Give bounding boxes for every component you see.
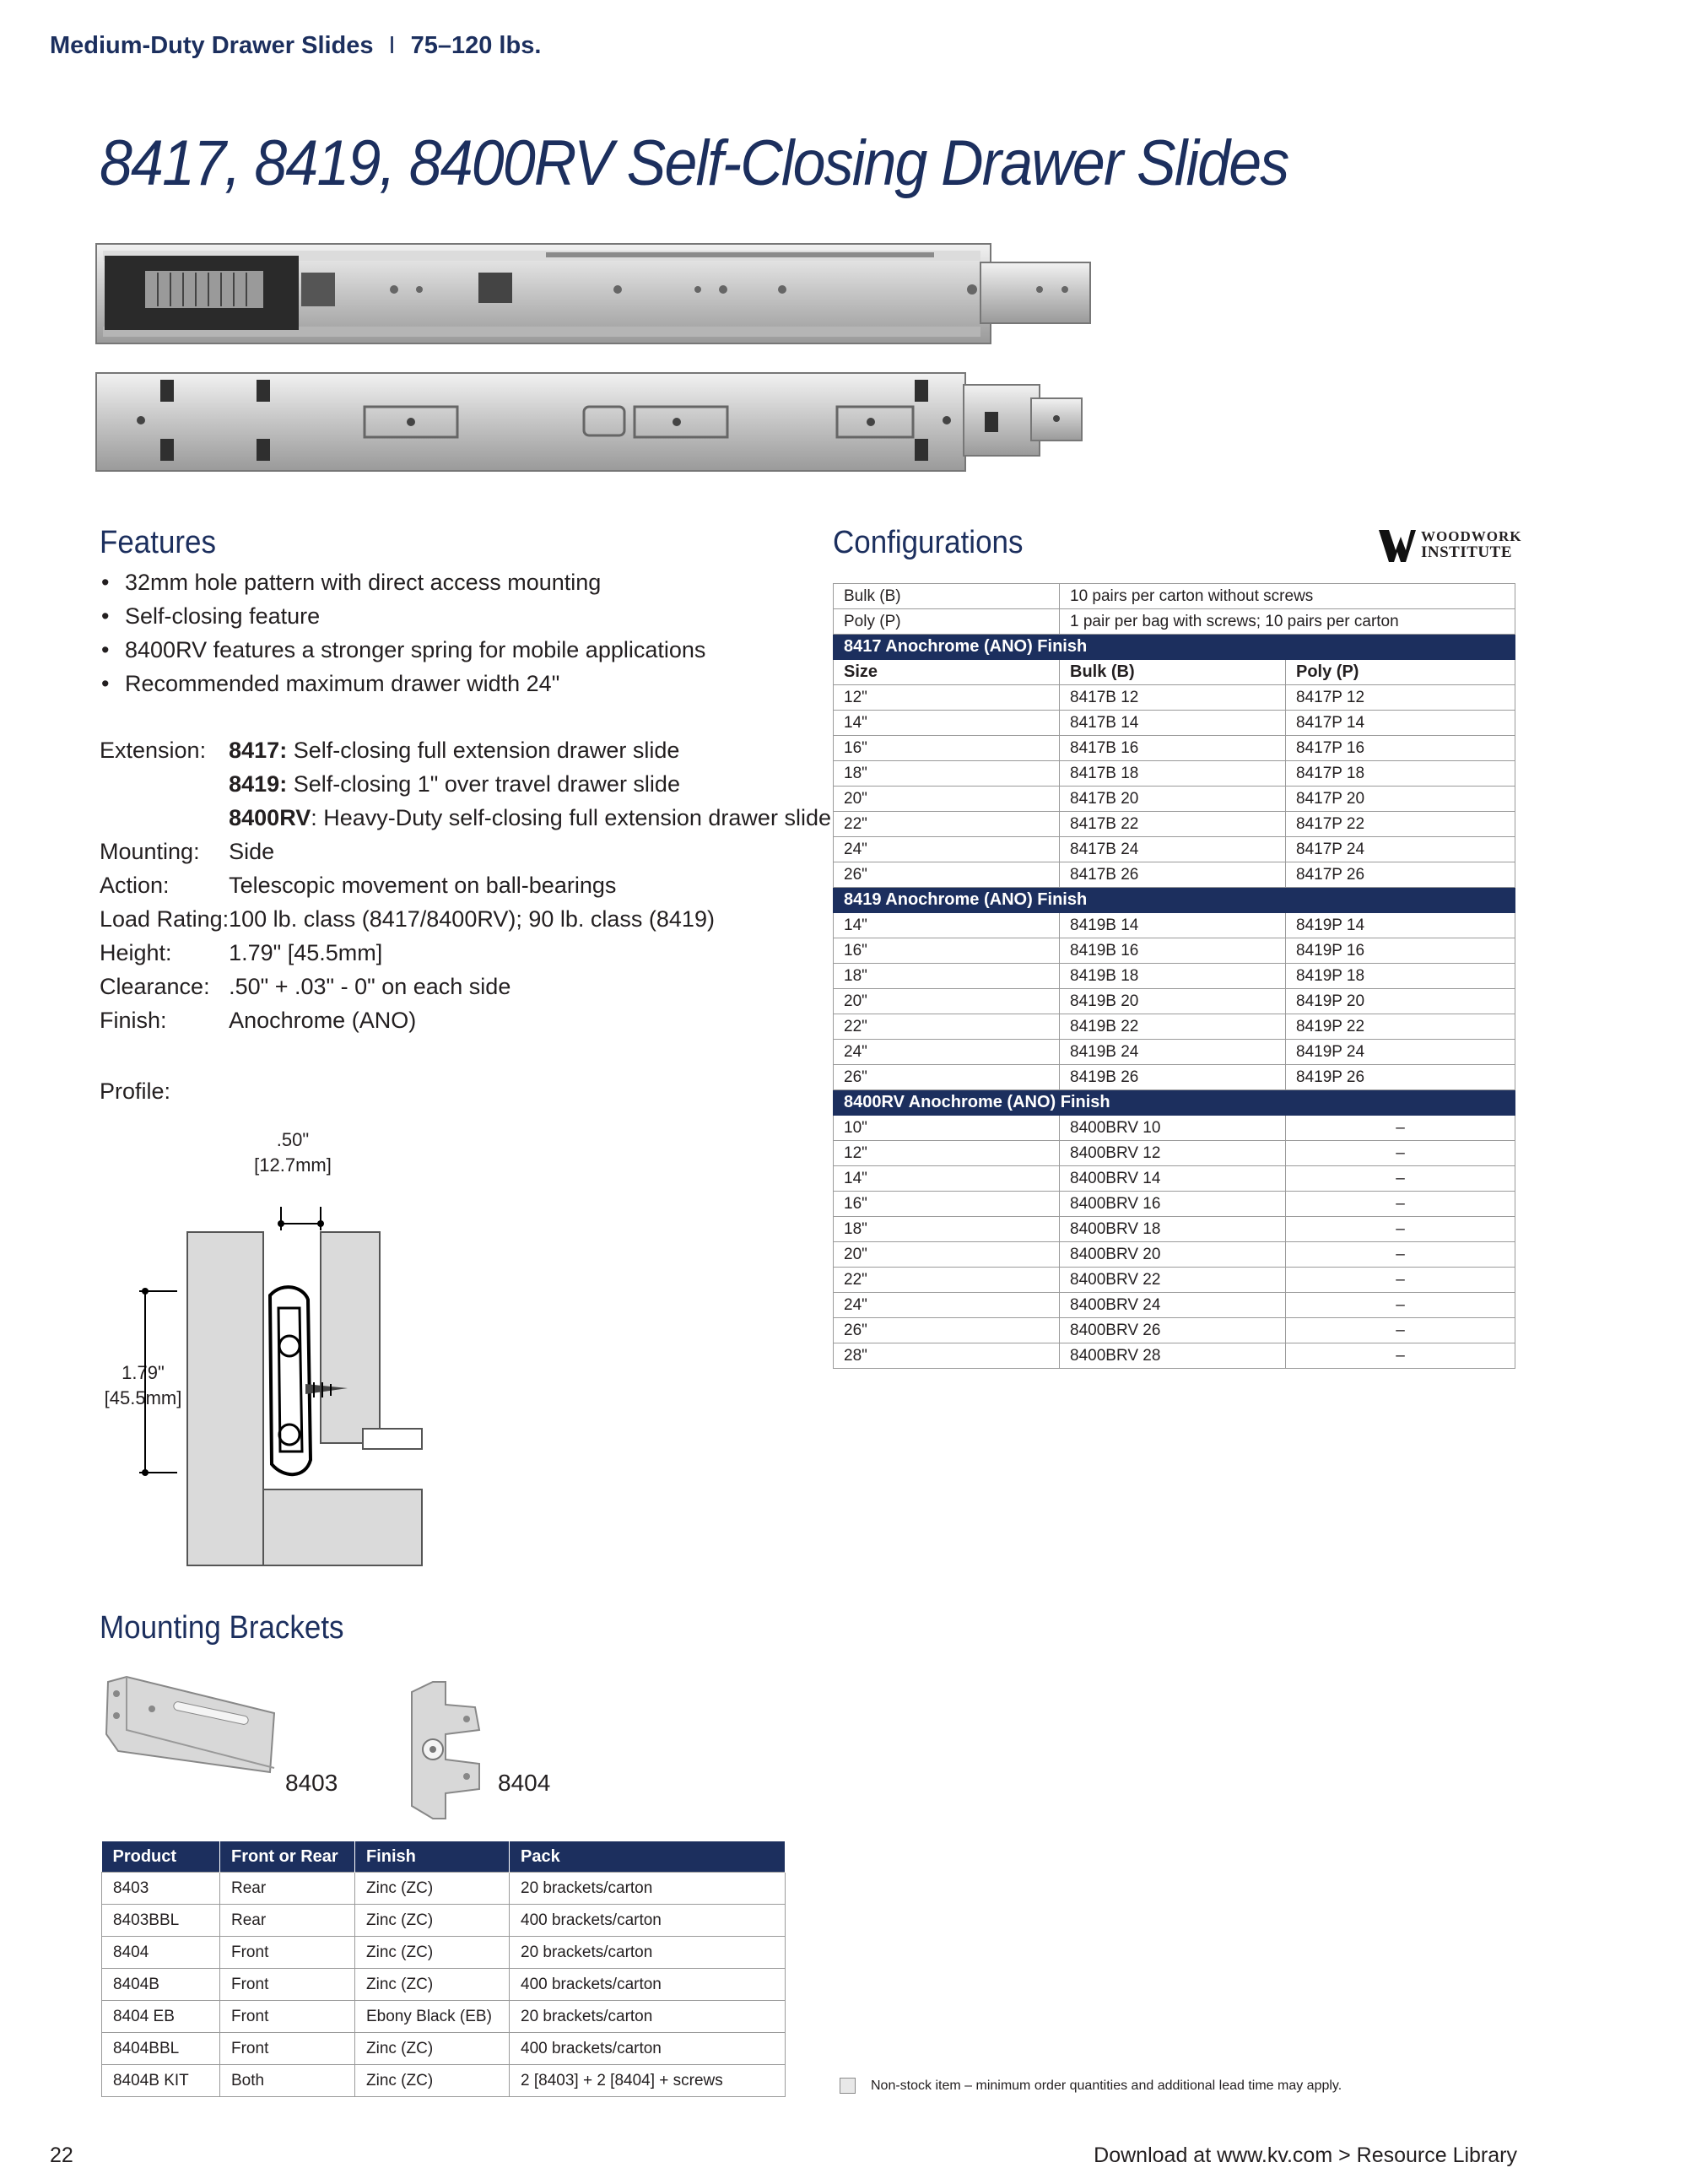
table-cell: Zinc (ZC) [355, 1937, 510, 1969]
packaging-code: Bulk (B) [834, 584, 1060, 609]
brackets-header-row [102, 1841, 786, 1873]
table-row [834, 812, 1515, 837]
table-cell: Rear [220, 1873, 355, 1905]
table-cell: 8417P 16 [1286, 736, 1515, 761]
spec-row-extension-3 [100, 805, 831, 839]
table-row [834, 1014, 1515, 1040]
profile-label: Profile: [100, 1078, 171, 1104]
table-cell: 24" [834, 1293, 1060, 1318]
section-title: 8400RV Anochrome (ANO) Finish [834, 1090, 1515, 1116]
features-heading: Features [100, 525, 216, 560]
table-cell: – [1286, 1141, 1515, 1166]
table-row [834, 787, 1515, 812]
column-header: Poly (P) [1286, 660, 1515, 685]
table-cell: 8417B 18 [1060, 761, 1286, 787]
table-cell: 400 brackets/carton [510, 1905, 786, 1937]
table-cell: 22" [834, 1268, 1060, 1293]
table-cell: 8417P 26 [1286, 862, 1515, 888]
table-cell: 8400BRV 12 [1060, 1141, 1286, 1166]
features-list [100, 565, 825, 700]
table-cell: 8417P 12 [1286, 685, 1515, 711]
packaging-code: Poly (P) [834, 609, 1060, 635]
packaging-desc: 1 pair per bag with screws; 10 pairs per carton [1060, 609, 1515, 635]
table-cell: Zinc (ZC) [355, 1873, 510, 1905]
table-row [834, 938, 1515, 964]
table-cell: 14" [834, 711, 1060, 736]
drawer-slide-extended-image [95, 370, 1092, 479]
section-title: 8419 Anochrome (ANO) Finish [834, 888, 1515, 913]
table-cell: 8417P 18 [1286, 761, 1515, 787]
table-cell: 8404 [102, 1937, 220, 1969]
table-cell: 8417B 22 [1060, 812, 1286, 837]
non-stock-legend-swatch [840, 2078, 856, 2094]
header-weight-range: 75–120 lbs. [410, 32, 542, 59]
header-separator: I [388, 32, 396, 59]
table-cell: – [1286, 1268, 1515, 1293]
table-cell: 16" [834, 736, 1060, 761]
spec-value: 8419: Self-closing 1" over travel drawer slide [229, 771, 680, 797]
packaging-row [834, 584, 1515, 609]
column-header: Pack [510, 1841, 786, 1873]
logo-line-1: WOODWORK [1421, 528, 1522, 544]
profile-diagram [127, 1181, 430, 1570]
table-row [834, 685, 1515, 711]
table-cell: 8404 EB [102, 2001, 220, 2033]
table-cell: – [1286, 1343, 1515, 1369]
table-cell: 8419P 16 [1286, 938, 1515, 964]
table-cell: 8400BRV 18 [1060, 1217, 1286, 1242]
spec-row: Load Rating: 100 lb. class (8417/8400RV); 90 lb. class (8419) [100, 906, 715, 932]
table-cell: Zinc (ZC) [355, 2033, 510, 2065]
column-header: Bulk (B) [1060, 660, 1286, 685]
table-cell: 8419B 14 [1060, 913, 1286, 938]
table-cell: Zinc (ZC) [355, 1905, 510, 1937]
table-row [834, 711, 1515, 736]
table-row [102, 1969, 786, 2001]
spec-value: 8400RV: Heavy-Duty self-closing full extension drawer slide [229, 805, 831, 830]
table-row [102, 2001, 786, 2033]
table-cell: – [1286, 1116, 1515, 1141]
table-cell: 20 brackets/carton [510, 1873, 786, 1905]
table-cell: 8419P 24 [1286, 1040, 1515, 1065]
table-cell: – [1286, 1192, 1515, 1217]
table-row [834, 964, 1515, 989]
table-cell: 8419P 18 [1286, 964, 1515, 989]
table-cell: 24" [834, 837, 1060, 862]
woodwork-institute-w-icon [1377, 525, 1418, 565]
non-stock-note-text: Non-stock item – minimum order quantities and additional lead time may apply. [871, 2078, 1342, 2093]
table-cell: 8400BRV 28 [1060, 1343, 1286, 1369]
table-row [834, 1116, 1515, 1141]
table-cell: 20" [834, 1242, 1060, 1268]
table-cell: 8417B 16 [1060, 736, 1286, 761]
table-cell: 8404B KIT [102, 2065, 220, 2097]
table-cell: 8400BRV 16 [1060, 1192, 1286, 1217]
spec-row: Clearance: .50" + .03" - 0" on each side [100, 974, 511, 999]
table-cell: 8417B 12 [1060, 685, 1286, 711]
table-row [834, 1217, 1515, 1242]
bracket-8404-label: 8404 [498, 1770, 551, 1796]
column-header: Finish [355, 1841, 510, 1873]
table-row [834, 1343, 1515, 1369]
feature-item: • Self-closing feature [100, 599, 825, 633]
table-cell: 18" [834, 1217, 1060, 1242]
table-cell: Ebony Black (EB) [355, 2001, 510, 2033]
spec-row: Finish: Anochrome (ANO) [100, 1008, 417, 1033]
feature-item: • Recommended maximum drawer width 24" [100, 667, 825, 700]
table-row [834, 1166, 1515, 1192]
table-row [834, 1141, 1515, 1166]
section-header-row [834, 888, 1515, 913]
table-cell: 8419B 24 [1060, 1040, 1286, 1065]
table-cell: 8419P 26 [1286, 1065, 1515, 1090]
table-cell: 16" [834, 1192, 1060, 1217]
table-cell: – [1286, 1166, 1515, 1192]
table-cell: Zinc (ZC) [355, 2065, 510, 2097]
table-row [834, 1192, 1515, 1217]
table-cell: 8400BRV 20 [1060, 1242, 1286, 1268]
feature-item: • 8400RV features a stronger spring for mobile applications [100, 633, 825, 667]
table-row [834, 761, 1515, 787]
packaging-desc: 10 pairs per carton without screws [1060, 584, 1515, 609]
table-cell: 18" [834, 964, 1060, 989]
table-cell: 26" [834, 1318, 1060, 1343]
table-row [102, 1873, 786, 1905]
table-row [834, 1040, 1515, 1065]
column-header: Front or Rear [220, 1841, 355, 1873]
table-cell: 8417B 14 [1060, 711, 1286, 736]
bracket-8403-label: 8403 [285, 1770, 338, 1796]
table-row [834, 862, 1515, 888]
table-cell: 8400BRV 10 [1060, 1116, 1286, 1141]
table-cell: 26" [834, 862, 1060, 888]
bracket-8404-image [395, 1675, 496, 1823]
table-cell: 8419P 22 [1286, 1014, 1515, 1040]
table-row [834, 1293, 1515, 1318]
table-cell: 8419B 22 [1060, 1014, 1286, 1040]
spec-row-extension [100, 738, 831, 771]
table-cell: 20 brackets/carton [510, 1937, 786, 1969]
woodwork-institute-logo [1377, 525, 1522, 565]
table-cell: – [1286, 1293, 1515, 1318]
table-cell: 26" [834, 1065, 1060, 1090]
table-row [834, 1065, 1515, 1090]
table-cell: Front [220, 1937, 355, 1969]
specifications-table [100, 738, 831, 1041]
table-cell: 8417P 22 [1286, 812, 1515, 837]
table-row [834, 1318, 1515, 1343]
table-cell: 10" [834, 1116, 1060, 1141]
spec-row: Height: 1.79" [45.5mm] [100, 940, 383, 965]
table-row [834, 736, 1515, 761]
table-cell: 8419B 18 [1060, 964, 1286, 989]
table-cell: 22" [834, 812, 1060, 837]
table-cell: 28" [834, 1343, 1060, 1369]
table-cell: 14" [834, 1166, 1060, 1192]
page-header [50, 32, 541, 60]
table-row [834, 913, 1515, 938]
configurations-heading: Configurations [833, 525, 1024, 560]
table-cell: 8400BRV 26 [1060, 1318, 1286, 1343]
table-cell: 12" [834, 1141, 1060, 1166]
page-title: 8417, 8419, 8400RV Self-Closing Drawer Slides [100, 127, 1288, 199]
brackets-table [101, 1841, 786, 2097]
table-cell: 8417B 20 [1060, 787, 1286, 812]
table-cell: 8419P 20 [1286, 989, 1515, 1014]
table-cell: 8404BBL [102, 2033, 220, 2065]
table-cell: 8417P 24 [1286, 837, 1515, 862]
table-cell: Front [220, 2033, 355, 2065]
table-cell: 20 brackets/carton [510, 2001, 786, 2033]
header-category: Medium-Duty Drawer Slides [50, 32, 374, 59]
drawer-slide-closed-image [95, 239, 1092, 350]
table-cell: 8404B [102, 1969, 220, 2001]
table-row [102, 2033, 786, 2065]
table-cell: 14" [834, 913, 1060, 938]
table-cell: 8417B 26 [1060, 862, 1286, 888]
page-number: 22 [50, 2143, 73, 2167]
profile-height-label: 1.79" [45.5mm] [104, 1362, 182, 1408]
logo-line-2: INSTITUTE [1421, 543, 1512, 561]
profile-width-label: .50" [12.7mm] [254, 1129, 332, 1176]
table-row [102, 1937, 786, 1969]
table-row [834, 1268, 1515, 1293]
table-cell: 8417P 20 [1286, 787, 1515, 812]
feature-item: • 32mm hole pattern with direct access mounting [100, 565, 825, 599]
bracket-8403-image [101, 1675, 283, 1776]
table-cell: 24" [834, 1040, 1060, 1065]
spec-value: 8417: Self-closing full extension drawer slide [229, 738, 680, 763]
table-cell: 8417B 24 [1060, 837, 1286, 862]
table-cell: 18" [834, 761, 1060, 787]
spec-label: Extension: [100, 738, 207, 763]
table-cell: 400 brackets/carton [510, 2033, 786, 2065]
spec-row-extension-2 [100, 771, 831, 805]
table-cell: Zinc (ZC) [355, 1969, 510, 2001]
table-cell: Front [220, 1969, 355, 2001]
column-header: Product [102, 1841, 220, 1873]
table-cell: 22" [834, 1014, 1060, 1040]
section-header-row [834, 1090, 1515, 1116]
table-cell: Both [220, 2065, 355, 2097]
table-cell: 2 [8403] + 2 [8404] + screws [510, 2065, 786, 2097]
table-cell: – [1286, 1242, 1515, 1268]
spec-row: Action: Telescopic movement on ball-bearings [100, 873, 617, 898]
table-cell: 16" [834, 938, 1060, 964]
section-title: 8417 Anochrome (ANO) Finish [834, 635, 1515, 660]
table-row [834, 837, 1515, 862]
table-cell: 8400BRV 22 [1060, 1268, 1286, 1293]
table-row [834, 989, 1515, 1014]
table-cell: 20" [834, 989, 1060, 1014]
table-cell: 12" [834, 685, 1060, 711]
table-cell: 400 brackets/carton [510, 1969, 786, 2001]
column-header: Size [834, 660, 1060, 685]
table-cell: 8419B 20 [1060, 989, 1286, 1014]
table-row [102, 2065, 786, 2097]
table-cell: 8403BBL [102, 1905, 220, 1937]
table-cell: 8403 [102, 1873, 220, 1905]
table-cell: 20" [834, 787, 1060, 812]
table-cell: – [1286, 1217, 1515, 1242]
mounting-brackets-heading: Mounting Brackets [100, 1610, 344, 1646]
table-row [102, 1905, 786, 1937]
table-cell: 8419B 26 [1060, 1065, 1286, 1090]
table-cell: 8419B 16 [1060, 938, 1286, 964]
column-header-row [834, 660, 1515, 685]
table-cell: Rear [220, 1905, 355, 1937]
table-cell: 8417P 14 [1286, 711, 1515, 736]
packaging-row [834, 609, 1515, 635]
table-cell: 8400BRV 14 [1060, 1166, 1286, 1192]
footer-download-link[interactable]: Download at www.kv.com > Resource Library [1094, 2143, 1517, 2167]
table-cell: Front [220, 2001, 355, 2033]
table-cell: 8400BRV 24 [1060, 1293, 1286, 1318]
table-cell: – [1286, 1318, 1515, 1343]
section-header-row [834, 635, 1515, 660]
spec-row: Mounting: Side [100, 839, 275, 864]
configurations-table [833, 583, 1515, 1369]
table-cell: 8419P 14 [1286, 913, 1515, 938]
non-stock-note [840, 2078, 1342, 2094]
table-row [834, 1242, 1515, 1268]
